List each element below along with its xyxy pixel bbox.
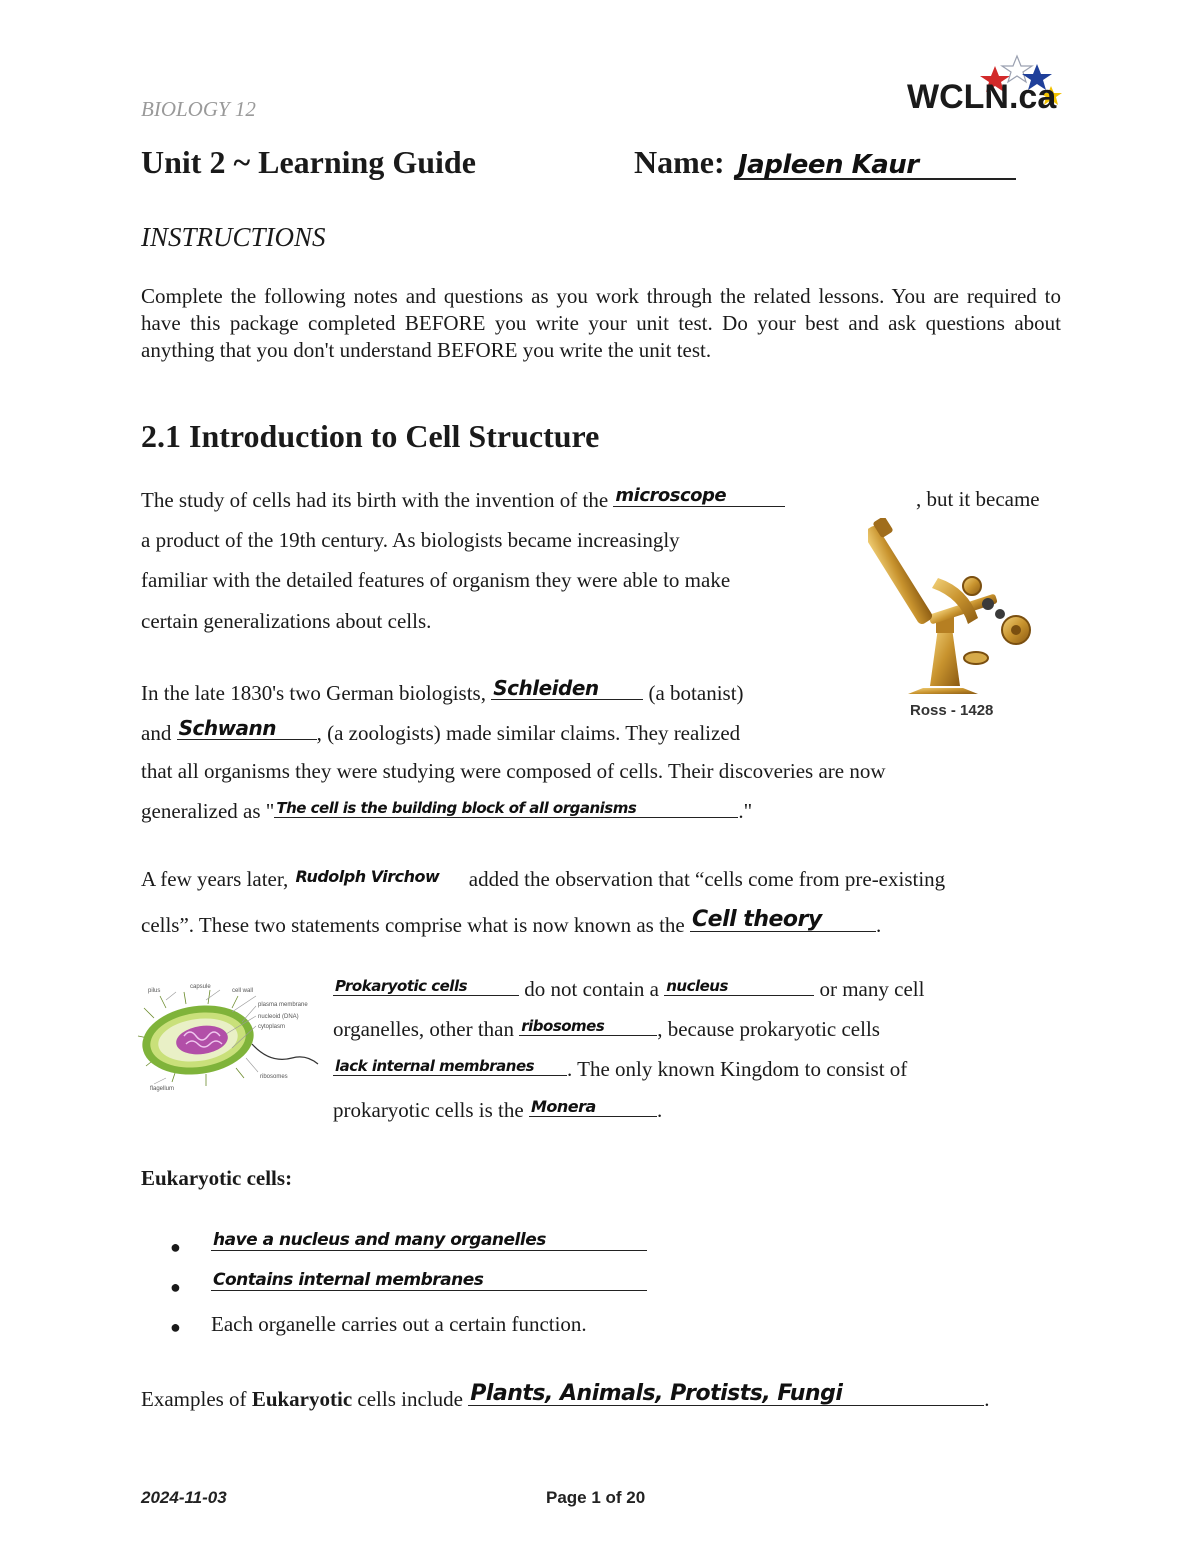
schleiden-answer[interactable]: Schleiden [491, 678, 643, 700]
prokaryotic-cell-diagram [136, 978, 320, 1096]
p3-line2 [141, 908, 881, 938]
page-title: Unit 2 ~ Learning Guide [141, 144, 476, 180]
label-capsule: capsule [190, 984, 211, 990]
schwann-answer[interactable]: Schwann [177, 718, 317, 740]
p2-line2 [141, 718, 740, 746]
bullet-answer-1[interactable]: have a nucleus and many organelles [211, 1232, 647, 1251]
virchow-answer[interactable]: Rudolph Virchow [295, 869, 440, 886]
p4-text-g: . [656, 1098, 663, 1122]
bullet-icon: ● [170, 1317, 181, 1337]
p4-text-f: prokaryotic cells is the [333, 1098, 529, 1122]
label-cytoplasm: cytoplasm [258, 1024, 286, 1030]
name-label: Name: [634, 144, 725, 180]
eukaryotic-examples-answer[interactable]: Plants, Animals, Protists, Fungi [468, 1382, 984, 1406]
p4-text-d: , because prokaryotic cells [657, 1017, 880, 1041]
p4-text-c: organelles, other than [333, 1017, 520, 1041]
bullet-answer-2[interactable]: Contains internal membranes [211, 1272, 647, 1291]
p2-text-f: ." [738, 799, 753, 823]
p4-line1 [333, 977, 924, 1002]
p4-text-e: . The only known Kingdom to consist of [567, 1057, 908, 1081]
p2-text-e: generalized as " [141, 799, 275, 823]
p1-line4: certain generalizations about cells. [141, 609, 432, 633]
label-cell-wall: cell wall [232, 988, 254, 994]
section-heading: 2.1 Introduction to Cell Structure [141, 418, 600, 454]
prokaryotic-cells-answer[interactable]: Prokaryotic cells [333, 979, 519, 996]
p4-line2 [333, 1017, 880, 1042]
p4-line3 [333, 1057, 907, 1082]
examples-text-b: cells include [352, 1387, 469, 1412]
label-flagellum: flagellum [150, 1086, 175, 1092]
label-plasma-membrane: plasma membrane [258, 1002, 308, 1008]
p1-line1 [141, 487, 785, 513]
label-nucleoid: nucleoid (DNA) [258, 1014, 299, 1020]
p2-line4 [141, 799, 752, 824]
microscope-caption: Ross - 1428 [910, 702, 994, 719]
nucleus-answer[interactable]: nucleus [664, 979, 814, 996]
p2-text-b: (a botanist) [643, 681, 744, 705]
bullet-icon: ● [170, 1237, 181, 1257]
microscope-answer[interactable]: microscope [613, 487, 785, 507]
logo-text: WCLN.ca [907, 78, 1057, 116]
instructions-body: Complete the following notes and questions as you work through the related lessons. You are required to have this package completed BEFORE you write your unit test. Do your best and ask questions about anything that you don't understand BEFORE you write the unit test. [141, 284, 1061, 362]
microscope-icon [868, 518, 1038, 698]
label-ribosomes: ribosomes [260, 1074, 288, 1080]
footer-page-number: Page 1 of 20 [546, 1488, 646, 1507]
p3-text-a: A few years later, [141, 867, 294, 891]
p3-text-c: cells”. These two statements comprise what is now known as the [141, 913, 690, 938]
ribosomes-answer[interactable]: ribosomes [519, 1019, 657, 1036]
examples-text-a: Examples of [141, 1387, 252, 1412]
instructions-heading: INSTRUCTIONS [141, 222, 326, 252]
examples-text-c: . [984, 1387, 990, 1412]
monera-answer[interactable]: Monera [529, 1099, 657, 1117]
p2-text-a: In the late 1830's two German biologists, [141, 681, 492, 705]
p4-text-a: do not contain a [519, 977, 665, 1001]
p2-text-c: and [141, 721, 177, 745]
p2-line3: that all organisms they were studying were composed of cells. Their discoveries are now [141, 759, 886, 783]
p1-text-b: , but it became [916, 487, 1040, 511]
examples-bold: Eukaryotic [251, 1387, 353, 1412]
p1-line3: familiar with the detailed features of organism they were able to make [141, 568, 731, 592]
p3-line1 [141, 867, 945, 892]
p4-text-b: or many cell [814, 977, 925, 1001]
label-pilus: pilus [148, 988, 161, 994]
microscope-image [868, 518, 1038, 723]
cell-theory-answer[interactable]: Cell theory [690, 908, 876, 932]
p3-text-b: added the observation that “cells come from pre-existing [463, 867, 946, 891]
p3-text-d: . [876, 913, 882, 938]
p2-text-d: , (a zoologists) made similar claims. They realized [316, 721, 741, 745]
bullet-icon: ● [170, 1277, 181, 1297]
p1-text-a: The study of cells had its birth with the invention of the [141, 487, 614, 512]
examples-line [141, 1382, 989, 1412]
bullet-text-3: Each organelle carries out a certain function. [211, 1312, 587, 1336]
lack-internal-membranes-answer[interactable]: lack internal membranes [333, 1059, 567, 1076]
p2-line1 [141, 678, 744, 706]
subject-label: BIOLOGY 12 [141, 97, 256, 121]
eukaryotic-heading: Eukaryotic cells: [141, 1166, 293, 1190]
name-field[interactable]: Japleen Kaur [734, 150, 1016, 180]
p4-line4 [333, 1098, 662, 1123]
footer-date: 2024-11-03 [141, 1488, 227, 1507]
bacterium-icon [136, 978, 320, 1096]
wcln-logo [905, 52, 1065, 122]
p1-line2: a product of the 19th century. As biologists became increasingly [141, 528, 680, 552]
cell-theory-statement-answer[interactable]: The cell is the building block of all organisms [274, 801, 738, 818]
